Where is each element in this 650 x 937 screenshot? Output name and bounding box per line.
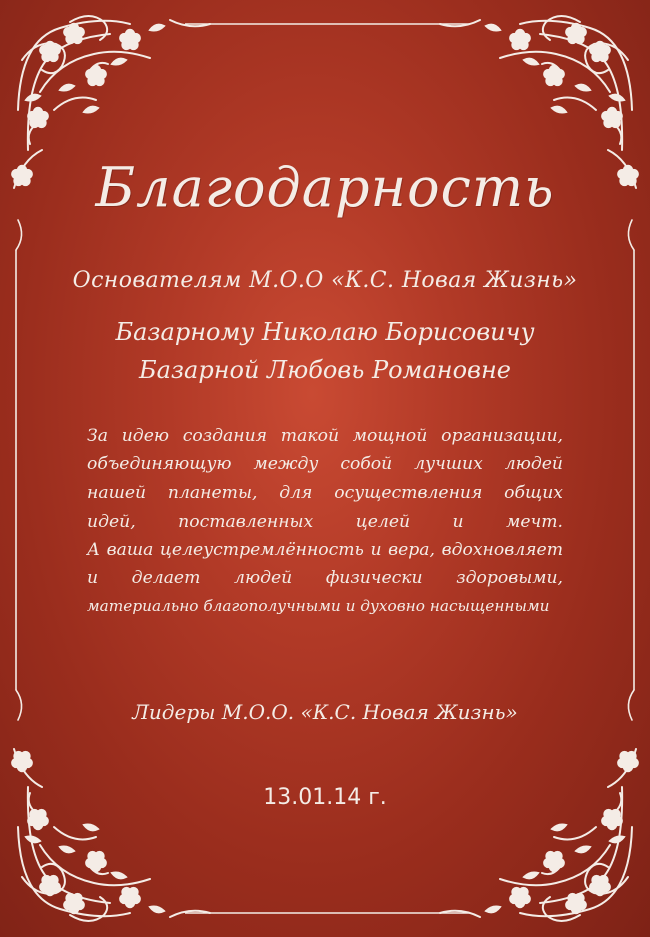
recipient-name: Базарному Николаю Борисовичу — [115, 318, 535, 346]
body-text-line: материально благополучными и духовно насыщенными — [87, 597, 550, 615]
certificate-subtitle: Основателям М.О.О «К.С. Новая Жизнь» — [72, 268, 578, 293]
body-text-line: объединяющую между собой лучших людей — [87, 454, 563, 474]
body-text-line: идей, поставленных целей и мечт. — [87, 512, 563, 532]
body-text-line: За идею создания такой мощной организации, — [87, 426, 563, 446]
body-text-line: и делает людей физически здоровыми, — [87, 568, 563, 588]
body-text-line: А ваша целеустремлённость и вера, вдохновляет — [87, 540, 563, 560]
body-text-line: нашей планеты, для осуществления общих — [87, 483, 563, 503]
signature-line: Лидеры М.О.О. «К.С. Новая Жизнь» — [132, 700, 518, 724]
recipient-name: Базарной Любовь Романовне — [138, 356, 511, 384]
certificate-title: Благодарность — [95, 156, 555, 219]
certificate-date: 13.01.14 г. — [263, 785, 387, 810]
